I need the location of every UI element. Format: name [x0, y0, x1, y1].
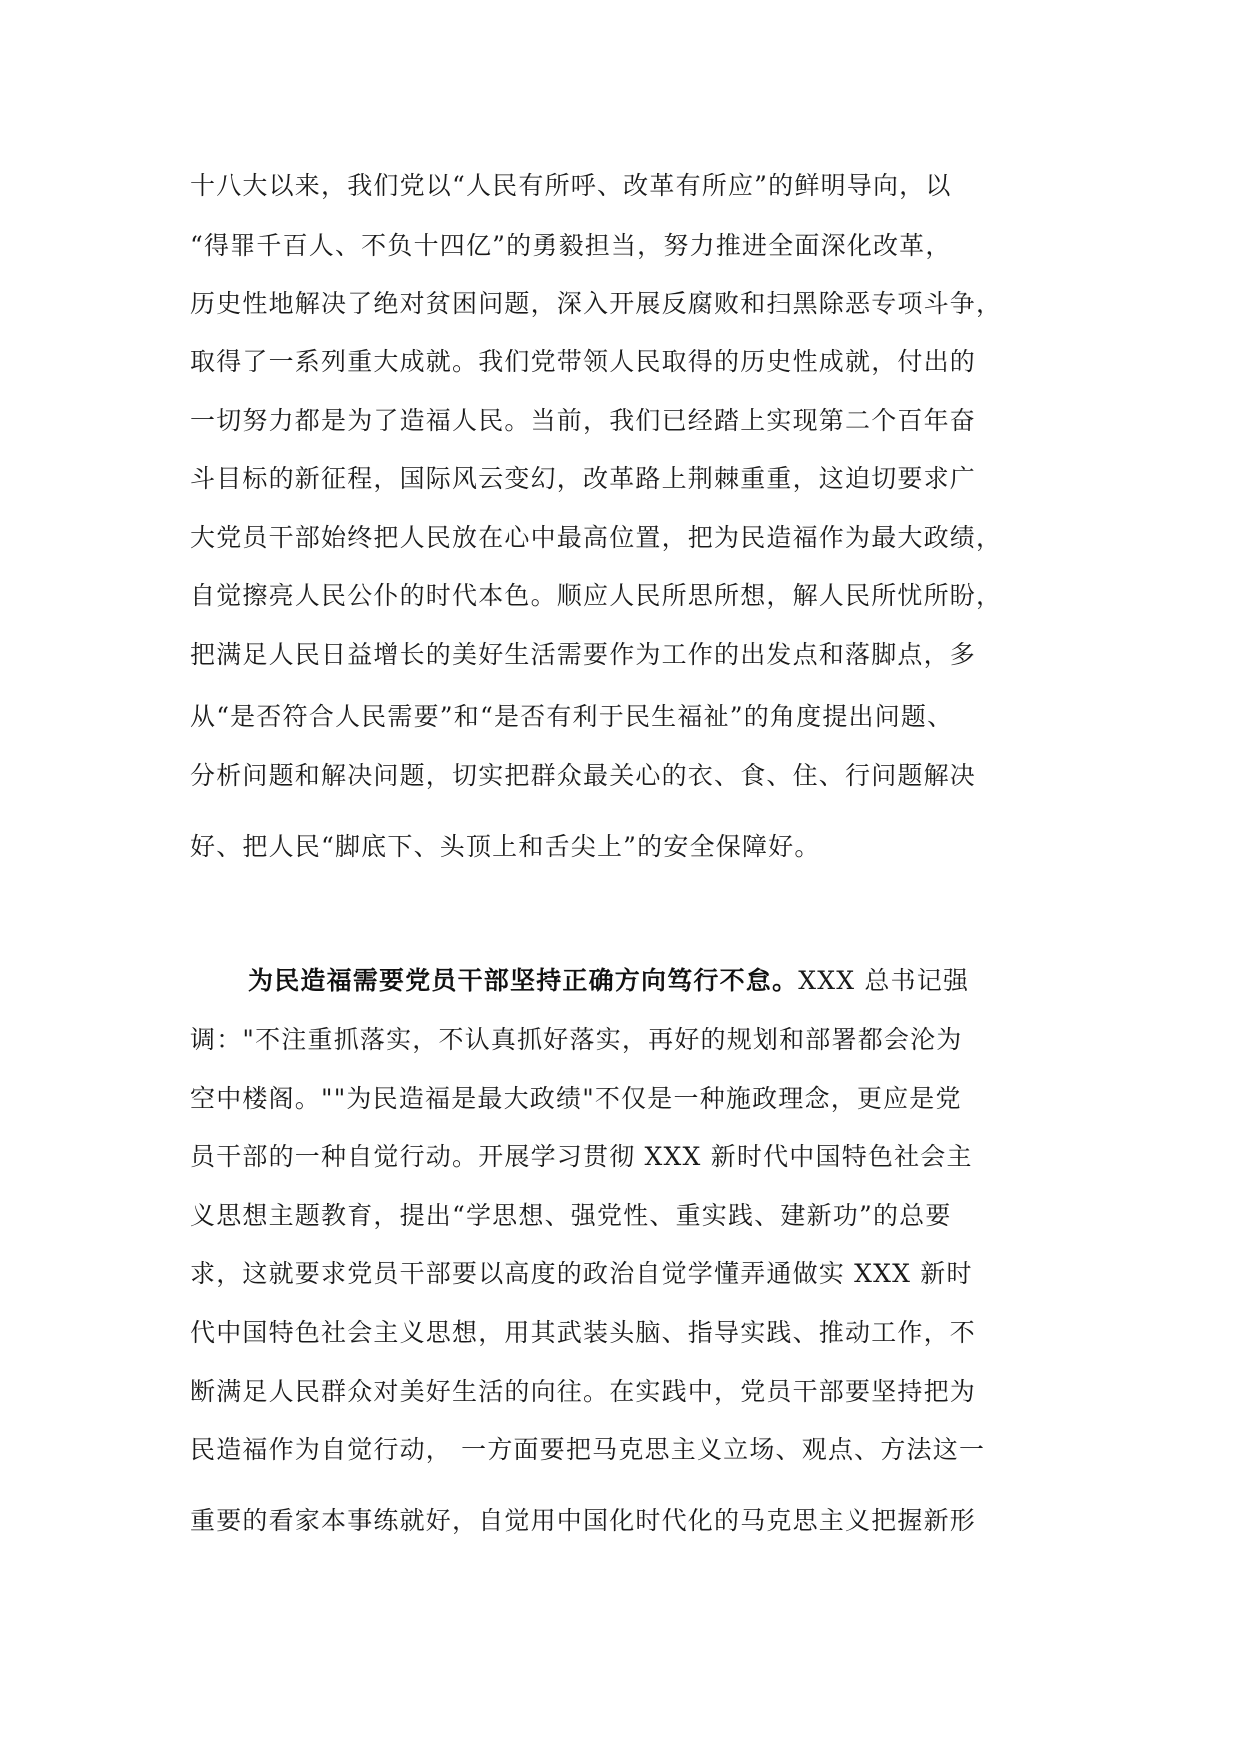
paragraph-2-first-line-rest: XXX 总书记强: [798, 966, 970, 995]
paragraph-2-line: 义思想主题教育，提出“学思想、强党性、重实践、建新功”的总要: [190, 1201, 952, 1230]
paragraph-2-line: 断满足人民群众对美好生活的向往。在实践中，党员干部要坚持把为: [190, 1377, 977, 1406]
paragraph-1-line: 一切努力都是为了造福人民。当前，我们已经踏上实现第二个百年奋: [190, 406, 977, 435]
paragraph-1-line: 取得了一系列重大成就。我们党带领人民取得的历史性成就，付出的: [190, 347, 977, 376]
paragraph-1-line: 十八大以来，我们党以“人民有所呼、改革有所应”的鲜明导向，以: [190, 171, 952, 200]
paragraph-2-line: 民造福作为自觉行动， 一方面要把马克思主义立场、观点、方法这一: [190, 1435, 986, 1464]
paragraph-2-lead: 为民造福需要党员干部坚持正确方向笃行不怠。: [248, 966, 799, 995]
paragraph-2-line: 求，这就要求党员干部要以高度的政治自觉学懂弄通做实 XXX 新时: [190, 1259, 973, 1288]
paragraph-1-line: 好、把人民“脚底下、头顶上和舌尖上”的安全保障好。: [190, 832, 821, 861]
paragraph-1-line: 分析问题和解决问题，切实把群众最关心的衣、食、住、行问题解决: [190, 761, 977, 790]
paragraph-2-line: 空中楼阁。""为民造福是最大政绩"不仅是一种施政理念，更应是党: [190, 1084, 962, 1113]
paragraph-1-line: “得罪千百人、不负十四亿”的勇毅担当，努力推进全面深化改革，: [190, 231, 952, 260]
paragraph-2-line: 代中国特色社会主义思想，用其武装头脑、指导实践、推动工作，不: [190, 1318, 977, 1347]
paragraph-2-line: 重要的看家本事练就好，自觉用中国化时代化的马克思主义把握新形: [190, 1506, 977, 1535]
paragraph-1-line: 斗目标的新征程，国际风云变幻，改革路上荆棘重重，这迫切要求广: [190, 464, 977, 493]
paragraph-2-line: 调："不注重抓落实，不认真抓好落实，再好的规划和部署都会沦为: [190, 1025, 963, 1054]
paragraph-2-line: 员干部的一种自觉行动。开展学习贯彻 XXX 新时代中国特色社会主: [190, 1142, 973, 1171]
paragraph-1-line: 从“是否符合人民需要”和“是否有利于民生福祉”的角度提出问题、: [190, 702, 954, 731]
paragraph-1-line: 把满足人民日益增长的美好生活需要作为工作的出发点和落脚点，多: [190, 640, 977, 669]
paragraph-2-first-line: [190, 966, 969, 996]
paragraph-1-line: 大党员干部始终把人民放在心中最高位置，把为民造福作为最大政绩，: [190, 523, 1003, 552]
paragraph-1-line: 历史性地解决了绝对贫困问题，深入开展反腐败和扫黑除恶专项斗争，: [190, 289, 1003, 318]
paragraph-1-line: 自觉擦亮人民公仆的时代本色。顺应人民所思所想，解人民所忧所盼，: [190, 581, 1003, 610]
